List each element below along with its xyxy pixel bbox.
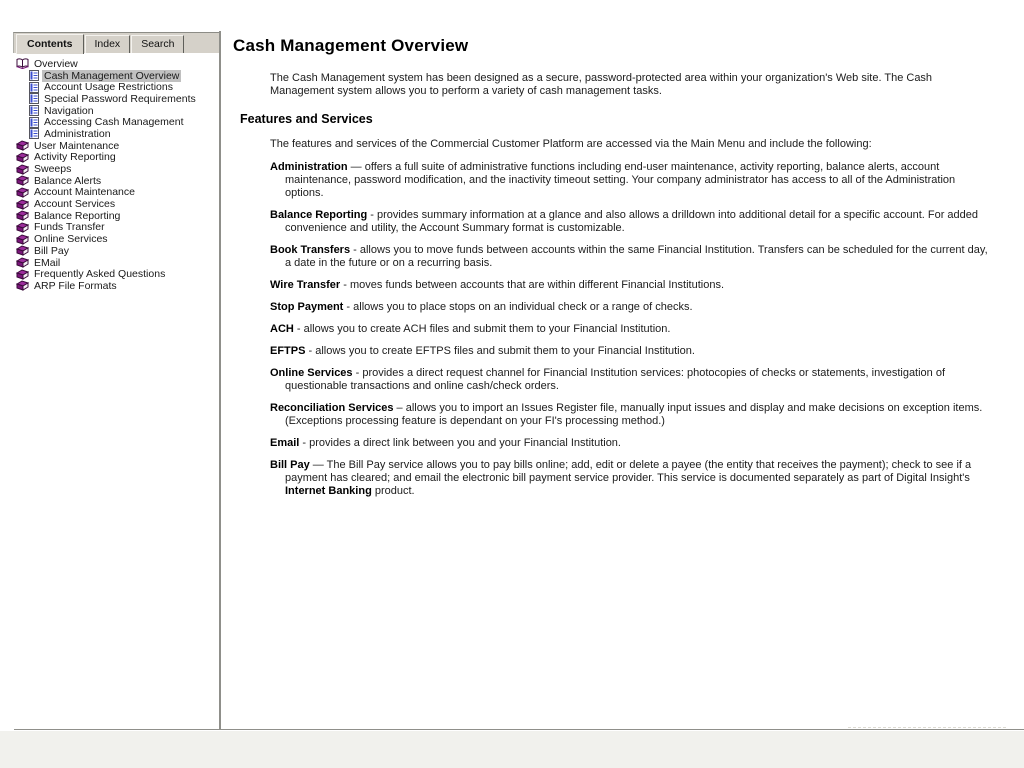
feature-term: Book Transfers [270,244,351,256]
tree-item-label: Activity Reporting [34,151,116,164]
page-icon [29,117,39,128]
tree-item-user-maintenance[interactable] [13,140,220,152]
topic-title: Cash Management Overview [233,36,469,55]
closed-book-icon [16,140,29,151]
feature-item-book-transfers: Book Transfers - allows you to move funds between accounts within the same Financial Institution. Transfers can be scheduled for the current day, a date in the future or on a recurring basis. [270,244,988,269]
page-icon [29,105,39,116]
tree-item-navigation[interactable] [13,105,220,117]
closed-book-icon [16,222,29,233]
faint-dashed-line [848,727,1006,728]
navigation-pane [13,32,220,730]
feature-term: Stop Payment [270,301,344,313]
closed-book-icon [16,175,29,186]
tree-item-balance-reporting[interactable] [13,210,220,222]
bottom-strip [0,731,1024,768]
tab-search[interactable]: Search [131,35,184,53]
tree-item-funds-transfer[interactable] [13,222,220,234]
closed-book-icon [16,269,29,280]
tree-item-label: ARP File Formats [34,279,117,292]
contents-tree [13,56,220,730]
topic-content [233,36,990,507]
pane-splitter[interactable] [219,31,222,731]
tree-item-label: Frequently Asked Questions [34,268,166,281]
tree-item-administration[interactable] [13,128,220,140]
tree-item-arp-file-formats[interactable] [13,280,220,292]
tree-item-label: Sweeps [34,163,72,176]
feature-term: Wire Transfer [270,279,341,291]
closed-book-icon [16,152,29,163]
tree-item-label: Balance Alerts [34,174,102,187]
feature-term: ACH [270,323,294,335]
tree-item-overview[interactable] [13,58,220,70]
feature-term: Online Services [270,367,353,379]
feature-item-wire-transfer: Wire Transfer - moves funds between accounts that are within different Financial Institutions. [270,279,725,291]
closed-book-icon [16,164,29,175]
tree-item-label: Administration [44,127,111,140]
tree-item-label: Funds Transfer [34,221,105,234]
feature-item-administration: Administration — offers a full suite of administrative functions including end-user maintenance, activity reporting, balance alerts, account maintenance, password modification, and the inactivity timeout setting. Your company administrator has access to all of the Administration options. [270,161,956,199]
tree-item-bill-pay[interactable] [13,245,220,257]
tree-item-label: Balance Reporting [34,209,121,222]
tree-item-account-services[interactable] [13,198,220,210]
tree-item-label: Navigation [44,104,94,117]
feature-item-stop-payment: Stop Payment - allows you to place stops on an individual check or a range of checks. [270,301,693,313]
feature-item-reconciliation-services: Reconciliation Services – allows you to import an Issues Register file, manually input issues and display and make decisions on exception items. (Exceptions processing feature is dependant on your FI's processing method.) [270,402,983,427]
tree-item-label: Bill Pay [34,244,70,257]
tab-index[interactable]: Index [85,35,131,53]
closed-book-icon [16,280,29,291]
page-icon [29,128,39,139]
tree-item-label: Cash Management Overview [44,69,180,82]
tree-item-label: Overview [34,57,78,70]
feature-item-balance-reporting: Balance Reporting - provides summary information at a glance and also allows a drilldown into additional detail for a specific account. For added convenience and utility, the Account Summary format is customizable. [270,209,979,234]
section-intro-paragraph: The features and services of the Commercial Customer Platform are accessed via the Main Menu and include the following: [270,138,872,150]
tree-item-account-usage-restrictions[interactable] [13,81,220,93]
page-icon [29,70,39,81]
closed-book-icon [16,257,29,268]
open-book-icon [16,58,29,69]
tree-item-label: EMail [34,256,61,269]
tree-item-sweeps[interactable] [13,163,220,175]
page-icon [29,93,39,104]
tree-item-special-password-requirements[interactable] [13,93,220,105]
tree-item-label: Account Maintenance [34,186,135,199]
tab-contents[interactable]: Contents [16,34,84,54]
tree-item-label: Account Services [34,198,116,211]
feature-term: Reconciliation Services [270,402,394,414]
tree-item-label: Special Password Requirements [44,92,196,105]
section-heading: Features and Services [240,112,373,126]
tree-item-cash-management-overview[interactable] [13,70,220,82]
tree-item-label: User Maintenance [34,139,120,152]
tree-item-balance-alerts[interactable] [13,175,220,187]
feature-term: Email [270,437,300,449]
feature-term: EFTPS [270,345,306,357]
tree-item-label: Accessing Cash Management [44,116,184,129]
tree-item-online-services[interactable] [13,233,220,245]
feature-item-online-services: Online Services - provides a direct request channel for Financial Institution services: photocopies of checks or statements, investigation of questionable transactions and online cash/check orders. [270,367,946,392]
tree-item-label: Account Usage Restrictions [44,81,173,94]
tree-item-label: Online Services [34,233,108,246]
intro-paragraph: The Cash Management system has been designed as a secure, password-protected area within your organization's Web site. The Cash Management system allows you to perform a variety of cash management tasks. [270,72,933,97]
closed-book-icon [16,187,29,198]
feature-item-ach: ACH - allows you to create ACH files and submit them to your Financial Institution. [270,323,671,335]
feature-term: Bill Pay [270,459,310,471]
tree-item-account-maintenance[interactable] [13,187,220,199]
tree-item-activity-reporting[interactable] [13,152,220,164]
closed-book-icon [16,234,29,245]
feature-list [270,161,990,498]
tree-item-frequently-asked-questions[interactable] [13,268,220,280]
tree-item-accessing-cash-management[interactable] [13,116,220,128]
closed-book-icon [16,210,29,221]
feature-item-bill-pay: Bill Pay — The Bill Pay service allows you to pay bills online; add, edit or delete a payee (the entity that receives the payment); check to see if a payment has cleared; and email the electronic bill payment service provider. This service is documented separately as part of Digital Insight's Internet Banking product. [270,459,972,497]
tab-bar [13,32,220,53]
feature-item-email: Email - provides a direct link between you and your Financial Institution. [270,437,621,449]
tree-item-email[interactable] [13,257,220,269]
feature-item-eftps: EFTPS - allows you to create EFTPS files and submit them to your Financial Institution. [270,345,695,357]
closed-book-icon [16,199,29,210]
closed-book-icon [16,245,29,256]
feature-inline-bold: Internet Banking [285,485,372,497]
feature-term: Balance Reporting [270,209,368,221]
feature-term: Administration [270,161,348,173]
page-icon [29,82,39,93]
